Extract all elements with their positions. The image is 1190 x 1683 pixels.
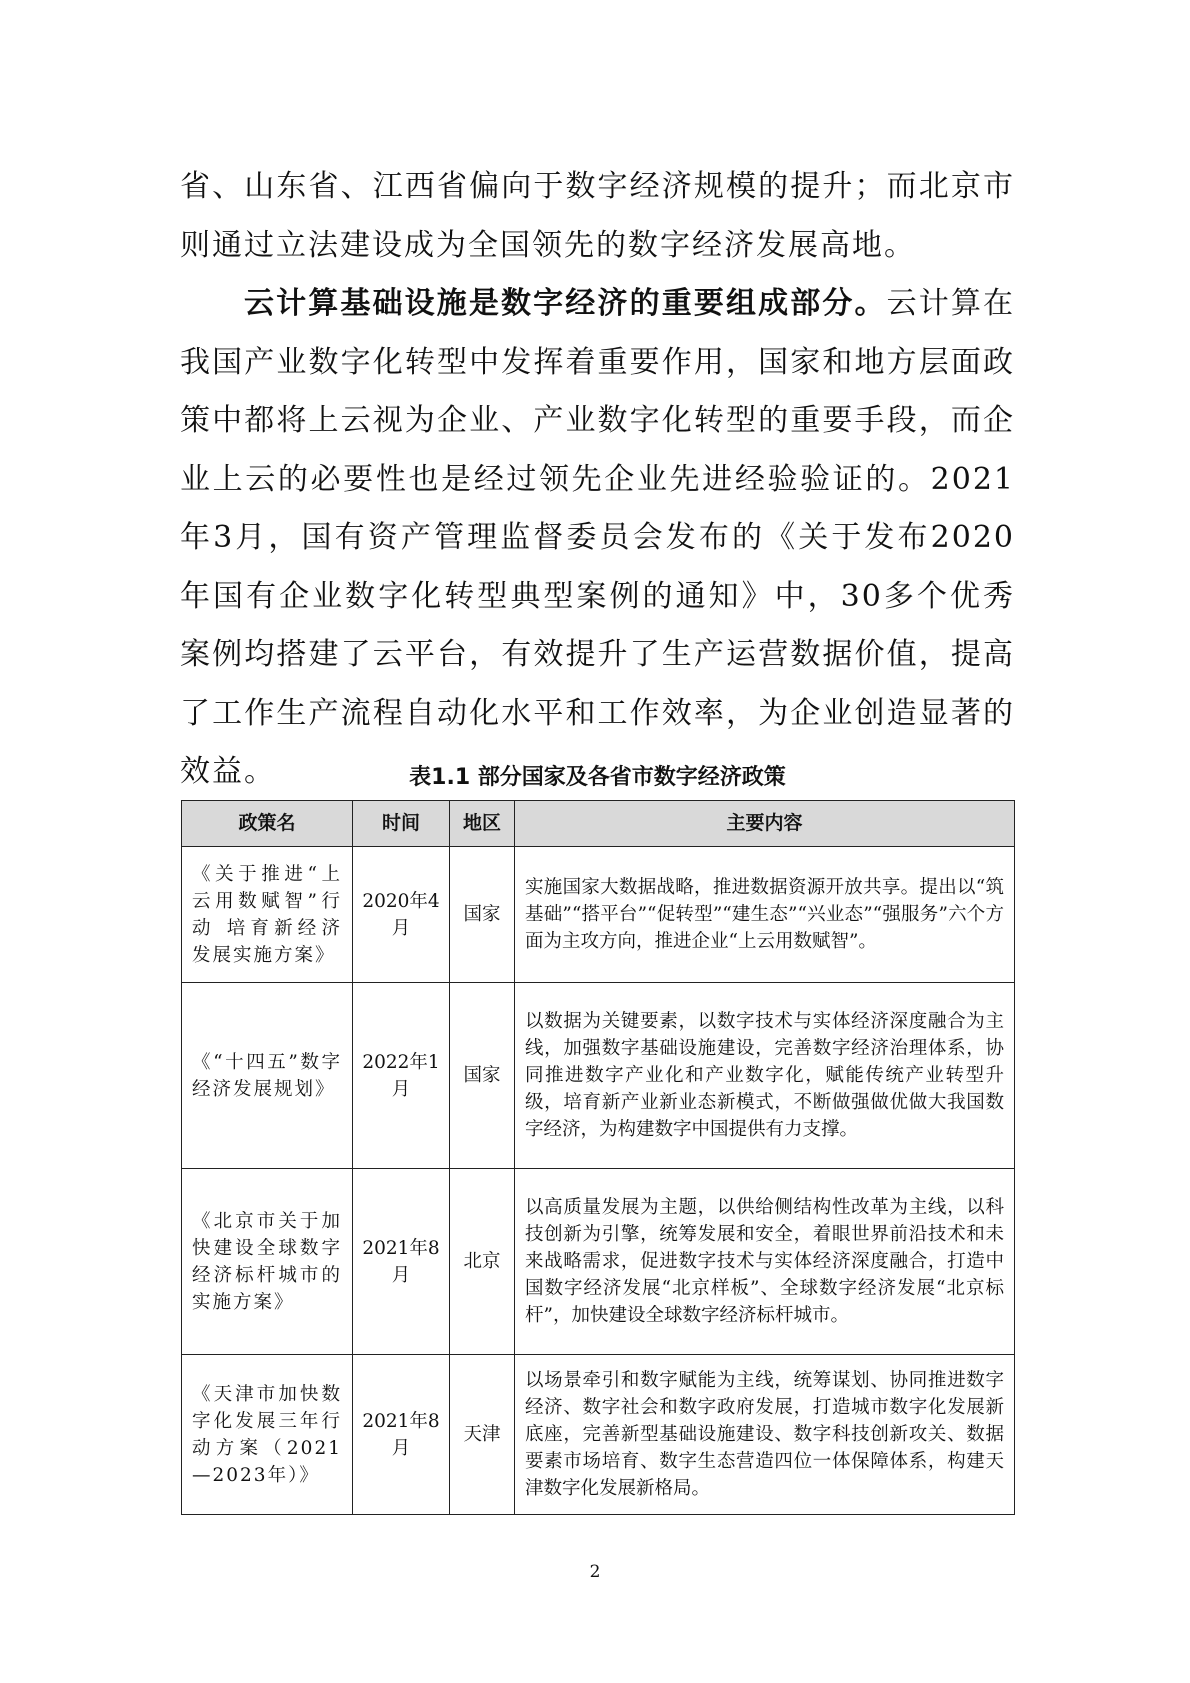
time-cell: 2021年8月 bbox=[353, 1355, 450, 1515]
header-time: 时间 bbox=[353, 801, 450, 847]
table-row bbox=[182, 1355, 1015, 1515]
policy-name-cell: 《北京市关于加快建设全球数字经济标杆城市的实施方案》 bbox=[182, 1169, 353, 1355]
page-number: 2 bbox=[589, 1562, 601, 1582]
time-cell: 2021年8月 bbox=[353, 1169, 450, 1355]
body-paragraph-2 bbox=[180, 275, 1015, 802]
table-row bbox=[182, 983, 1015, 1169]
content-cell: 以场景牵引和数字赋能为主线，统筹谋划、协同推进数字经济、数字社会和数字政府发展，打造城市数字化发展新底座，完善新型基础设施建设、数字科技创新攻关、数据要素市场培育、数字生态营造四位一体保障体系，构建天津数字化发展新格局。 bbox=[515, 1355, 1015, 1515]
paragraph-body-text: 云计算在我国产业数字化转型中发挥着重要作用，国家和地方层面政策中都将上云视为企业、产业数字化转型的重要手段，而企业上云的必要性也是经过领先企业先进经验验证的。2021年3月，国有资产管理监督委员会发布的《关于发布2020年国有企业数字化转型典型案例的通知》中，30多个优秀案例均搭建了云平台，有效提升了生产运营数据价值，提高了工作生产流程自动化水平和工作效率，为企业创造显著的效益。 bbox=[180, 286, 1016, 789]
content-cell: 实施国家大数据战略，推进数据资源开放共享。提出以“筑基础”“搭平台”“促转型”“建生态”“兴业态”“强服务”六个方面为主攻方向，推进企业“上云用数赋智”。 bbox=[515, 847, 1015, 983]
content-cell: 以数据为关键要素，以数字技术与实体经济深度融合为主线，加强数字基础设施建设，完善数字经济治理体系，协同推进数字产业化和产业数字化，赋能传统产业转型升级，培育新产业新业态新模式，不断做强做优做大我国数字经济，为构建数字中国提供有力支撑。 bbox=[515, 983, 1015, 1169]
policy-name-cell: 《“十四五”数字经济发展规划》 bbox=[182, 983, 353, 1169]
region-cell: 天津 bbox=[450, 1355, 515, 1515]
region-cell: 国家 bbox=[450, 983, 515, 1169]
header-policy-name: 政策名 bbox=[182, 801, 353, 847]
body-paragraph-1: 省、山东省、江西省偏向于数字经济规模的提升；而北京市则通过立法建设成为全国领先的数字经济发展高地。 bbox=[180, 169, 1015, 263]
content-cell: 以高质量发展为主题，以供给侧结构性改革为主线，以科技创新为引擎，统筹发展和安全，着眼世界前沿技术和未来战略需求，促进数字技术与实体经济深度融合，打造中国数字经济发展“北京样板”、全球数字经济发展“北京标杆”，加快建设全球数字经济标杆城市。 bbox=[515, 1169, 1015, 1355]
table-row bbox=[182, 1169, 1015, 1355]
header-region: 地区 bbox=[450, 801, 515, 847]
table-header-row bbox=[182, 801, 1015, 847]
paragraph-lead-sentence: 云计算基础设施是数字经济的重要组成部分。 bbox=[244, 286, 887, 321]
time-cell: 2020年4月 bbox=[353, 847, 450, 983]
region-cell: 国家 bbox=[450, 847, 515, 983]
table-caption: 表1.1 部分国家及各省市数字经济政策 bbox=[409, 765, 786, 790]
region-cell: 北京 bbox=[450, 1169, 515, 1355]
policy-name-cell: 《关于推进“上云用数赋智”行动 培育新经济发展实施方案》 bbox=[182, 847, 353, 983]
time-cell: 2022年1月 bbox=[353, 983, 450, 1169]
header-content: 主要内容 bbox=[515, 801, 1015, 847]
table-row bbox=[182, 847, 1015, 983]
policy-name-cell: 《天津市加快数字化发展三年行动方案（2021—2023年）》 bbox=[182, 1355, 353, 1515]
policy-table bbox=[181, 800, 1015, 1515]
